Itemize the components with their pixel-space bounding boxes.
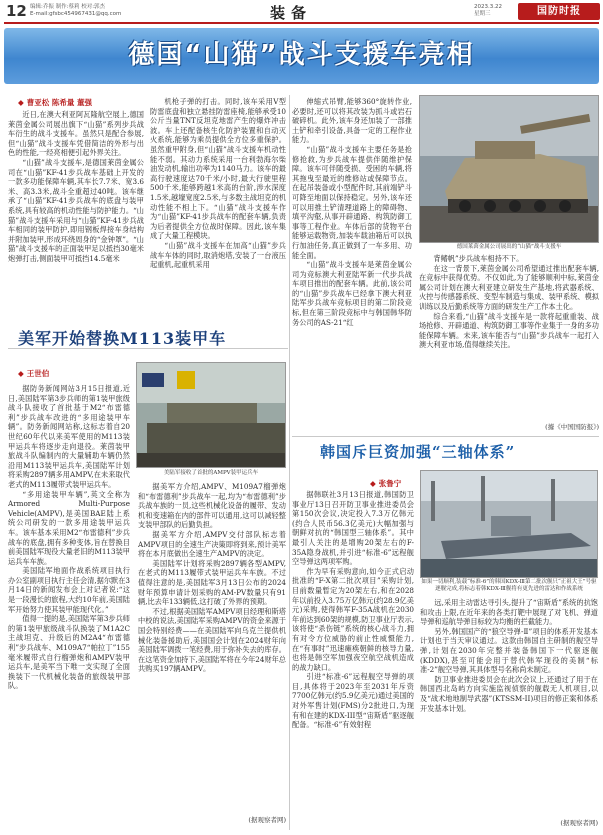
destroyer-photo (420, 470, 598, 578)
support-vehicle-photo (419, 95, 599, 243)
paragraph: 机枪子弹的打击。同时,该车采用V型防雷底盘和独立悬挂防雷座椅,能够承受10公斤当量TNT反坦克地雷产生的爆炸冲击波。车上还配备核生化防护装置和自动灭火系统,能够为乘员提供全方位多重保护。虽然重甲附身,但“山猫”战斗支援车机动性能不弱。其动力系统采用一台利勃海尔柴油发动机,输出功率为1140马力。该车的最高行驶速度达70千米/小时,最大行驶里程500千米,能够跨越1米高的台阶,涉水深度1.5米,越壕宽度2.5米,与多数主战坦克的机动性能不相上下。“山猫”战斗支援车作为“山猫”KF-41步兵战车的配套车辆,负责为后者提供全方位战时保障。因此,该车集成了大量工程模块。 (150, 97, 286, 241)
main-article-col1 (8, 110, 144, 322)
article3-rule (292, 436, 599, 437)
ampv-caption: 美陆军接收了首批的AMPV装甲运兵车 (163, 470, 259, 476)
article2-byline (18, 368, 49, 379)
paragraph: 据美军方介绍,AMPV、M109A7榴弹炮和“布雷德利”步兵战车一起,均为“布雷德利”步兵战车族的一员,这些机械化设备的履带、发动机和变速箱在内的部件可以通用,这可以减轻整支装甲部队的后勤负担。 (138, 482, 286, 530)
paragraph: 据防务新闻网站3月15日报道,近日,美国陆军第3步兵师的第1装甲旅级战斗队接收了首批基于M2“布雷德利”步兵战车改进的“多用途装甲车辆”。防务新闻网站称,这标志着自20世纪60年代以来美军使用的M113装甲运兵车将逐步走向退役。莱茵装甲旅战斗队编制内的大量辅助车辆仍然沿用M113装甲运兵车,美国陆军计划将采购2897辆多用AMPV,在未来取代老式的M113履带式装甲运兵车。 (8, 384, 130, 489)
paragraph: 据美军方介绍,AMPV交付部队标志着AMPV项目的全速生产决策即将到来,预计美军将在本月底做出全速生产AMPV的决定。 (138, 529, 286, 559)
paragraph: 防卫事业推进委员会在此次会议上,还通过了用于在韩国西北岛屿方向实施监视侦察的舰载无人机项目,以及“战术地地制导武器”(KTSSM-II)项目的修正案和体系开发基本计划。 (420, 674, 598, 713)
paragraph: 近日,在澳大利亚阿瓦隆航空展上,德国莱茵金属公司展出旗下“山猫”系列步兵战车衍生的战斗支援车。虽然只是配合参展,但“山猫”战斗支援车凭借简洁的外形与出色的性能,一经亮相便引起外界关注。 (8, 110, 144, 158)
header-rule (4, 22, 599, 24)
article3-col2 (420, 598, 598, 818)
article3-credit: (据观察者网) (560, 819, 598, 827)
diamond-icon: ◆ (18, 369, 24, 378)
editor-line: 编辑:乔振 制作:蔡莉 校对:郭杰 (30, 4, 106, 10)
article2-credit: (据观察者网) (248, 816, 286, 824)
paragraph: 在这一背景下,莱茵金属公司希望通过推出配套车辆,在竞标中获得优势。不仅如此,为了能够顺利中标,莱茵金属公司计划在澳大利亚建立研发生产基地,将武器系统、火控与传感器系统、变型车制造与集成、装甲系统、模拟训练以及后勤系统等方面的研发生产工作本土化。 (419, 263, 599, 311)
diamond-icon: ◆ (370, 479, 376, 488)
newspaper-logo: 国防时报 (518, 3, 600, 20)
article3-headline: 韩国斥巨资加强“三轴体系” (320, 443, 516, 461)
article3-col1 (292, 490, 414, 825)
paragraph: “多用途装甲车辆”,英文全称为Armored Multi-Purpose Vehicle(AMPV),是美国BAE陆上系统公司研发的一款多用途装甲运兵车。该车基本采用M2“布雷德利”步兵战车的底盘,拥有多种变体,旨在替换目前美国陆军现役大量老旧的M113装甲运兵车车族。 (8, 489, 130, 566)
paragraph: 据韩联社3月13日报道,韩国防卫事业厅13日召开防卫事业推进委员会第150次会议,决定投入7.3万亿韩元(约合人民币56.3亿美元)大幅加强与朝鲜对抗的“韩国型三轴体系”。其中最引人关注的是增购20架左右的F-35A隐身战机,并引进“标准-6”远程舰空导弹这两项军购。 (292, 490, 414, 567)
paragraph: 美国陆军计划将采购2897辆各型AMPV,在老式的M113履带式装甲运兵车车族。不过值得注意的是,美国陆军3月13日公布的2024财年预算申请计划采购的AM-PV数量只有91辆,比去年133辆低,这打破了外界的预期。 (138, 558, 286, 607)
article2-rule (8, 348, 288, 349)
support-vehicle-caption: 德国莱茵金属公司展出的“山猫”战斗支援车 (456, 244, 562, 250)
editor-info (30, 4, 121, 18)
paragraph: “山猫”战斗支援车在加高“山猫”步兵战车车体的同时,取消炮塔,安装了一台液压起重机,起重机采用 (150, 240, 286, 270)
main-headline: 德国“山猫”战斗支援车亮相 (128, 40, 475, 70)
paragraph: “山猫”战斗支援车,是德国莱茵金属公司在“山猫”KF-41步兵战车基础上开发的一款多功能保障车辆,其车长7.7米、宽3.6米、高3.3米,战斗全重超过40吨。该车继承了“山猫”KF-41步兵战车的底盘与装甲系统,具有较高的机动性能与防护能力。“山猫”战斗支援车采用与“山猫”KF-41步兵战车相同的装甲防护,即用钢板焊接车身结构并附加装甲,形成环绕周身的“金钟罩”。“山猫”战斗支援车的正面装甲足以抵挡30毫米炮弹打击,侧面装甲可抵挡14.5毫米 (8, 157, 144, 263)
article3-byline (370, 478, 401, 489)
main-credit: (據《中国国防报》) (545, 423, 599, 431)
article2-col1 (8, 384, 130, 824)
ampv-photo (136, 362, 286, 468)
page-number: 12 (6, 2, 27, 20)
paragraph: 引进“标准-6”远程舰空导弹的项目,具体将于2023年至2031年斥资7700亿韩元(约5.9亿美元)通过美国的对外军售计划(FMS)分2批进口,为现有和在建的KDX-III型“宙斯盾”驱逐舰配备。“标准-6”有效射程 (292, 672, 414, 730)
diamond-icon: ◆ (18, 98, 24, 107)
paragraph: 另外,韩国国产的“狼空导弹-Ⅱ”项目的体系开发基本计划也于当天审议通过。这款由韩国自主研制的舰空导弹,计划在2030年完整并装备韩国下一代驱逐舰(KDDX),甚至可能会用于替代韩军现役的美制“标准-2”舰空导弹,其具体型号名称尚未制定。 (420, 626, 598, 675)
paragraph: 综合来看,“山猫”战斗支援车是一款将起重重装、战场抢修、开辟通道、构筑防御工事等作业集于一身的多功能保障车辆。未来,该车能否与“山猫”步兵战车一起打入澳大利亚市场,值得继续关注。 (419, 311, 599, 350)
column-divider (289, 95, 290, 830)
paragraph: 远,采用主动雷达寻引头,提升了“宙斯盾”系统的抗饱和攻击上限,在近年来的各类打靶中展现了对飞机、弹道导弹和巡航导弹目标较为均衡的拦截能力。 (420, 598, 598, 627)
section-title: 装备 (270, 4, 313, 22)
paragraph: “山猫”战斗支援车主要任务是抢修抢救,为步兵战车提供伴随维护保障。该车可伴随受损、受困的车辆,将其拖曳至最近的维修站或保障节点。在起吊装备或小型配件时,其前端铲斗可降至地面以保持稳定。另外,该车还可以用推土铲清理道路上的障碍物、填平沟壑,从事开辟通路、构筑防御工事等工程作业。车体后部的货物平台能够运载物资,加装车载油箱后可以执行加油任务,真正做到了一车多用、功能全面。 (292, 144, 412, 260)
issue-date (474, 4, 502, 18)
main-article-col2 (150, 97, 286, 340)
paragraph: 伸缩式吊臂,能够360°旋转作业,必要时,还可以将其改装为抓斗或岩石破碎机。此外,该车身还加装了一部推土铲和牵引设备,具备一定的工程作业能力。 (292, 97, 412, 145)
paragraph: 不过,根据美国陆军AMPV项目经理和斯塔中校的说法,美国陆军采购AMPV的资金来源于国会特别经费——在美国陆军向乌克兰提供机械化装备援助后,美国国会计划在2024财年向美国陆军调拨一笔经费,用于弥补失去的库存。在这笔资金加持下,美国陆军将在今年24财年总共购买197辆AMPV。 (138, 606, 286, 674)
ampv-illustration (137, 363, 286, 468)
article2-headline: 美军开始替换M113装甲车 (18, 329, 227, 348)
main-article-col3 (292, 97, 412, 452)
byline-authors: 王世伯 (26, 369, 50, 378)
paragraph: 背鳍帆”步兵战车相持不下。 (433, 254, 524, 263)
byline-authors: 曹亚松 陈希量 董强 (26, 98, 93, 107)
main-byline (18, 97, 92, 108)
date-value: 2023.3.22 (474, 4, 502, 10)
paragraph: 美国陆军地面作战系统项目执行办公室副项目执行主任会清,据尔默在3月14日的新闻发布会上对记者说:“这是一段漫长的旅程,大约10年前,美国陆军开始努力使其装甲能现代化。” (8, 566, 130, 614)
article2-col2 (138, 482, 286, 812)
main-article-col4 (419, 254, 599, 424)
shipyard-illustration (421, 471, 598, 578)
vehicle-illustration (420, 96, 599, 243)
byline-authors: 张鲁宁 (378, 479, 402, 488)
weekday: 星期三 (474, 11, 491, 17)
destroyer-caption: 如果一切顺利,装载“标准-6”的韩国KDX-Ⅲ第二批次舰只“正祖大王”号驱逐舰完成,将标志着韩KDX-Ⅲ舰将有更先进的雷达和作战系统 (421, 579, 597, 592)
paragraph: “山猫”战斗支援车是莱茵金属公司为竞标澳大利亚陆军新一代步兵战车项目推出的配套车辆。此前,该公司的“山猫”步兵战车已经拿下澳大利亚陆军步兵战车竞标项目的第二阶段竞标,但在第三阶段竞标中与韩国韩华防务公司的AS-21“红 (292, 260, 412, 327)
paragraph: 作为早有采购意向,如今正式启动批准的“F-X第二批次项目”采购计划,目前数量暂定为20架左右,和在2028年以前投入3.75万亿韩元(约28.9亿美元)采购,使得韩军F-35A战机在2030年前达到60架的规模,防卫事业厅表示,该将使“杀伤链”系统的核心战斗力,拥有对令方位威胁的前止性威慑能力,在“有事时”迅速瘫痪朝鲜的核导力量,也将是韩空军加强夜空航空战机造成的战力缺口。 (292, 566, 414, 672)
paragraph: 值得一提的是,美国陆军第3步兵师的第1装甲旅级战斗队换装了M1A2C主战坦克、升级后的M2A4“布雷德利”步兵战车、M109A7“帕拉丁”155毫米履带式自行榴弹炮和AMPV装甲运兵车,是美军当下唯一支实现了全面换装下一代机械化装备的旅级装甲部队。 (8, 614, 130, 691)
email-line: E-mail:gfsbc454967431@qq.com (30, 11, 122, 17)
